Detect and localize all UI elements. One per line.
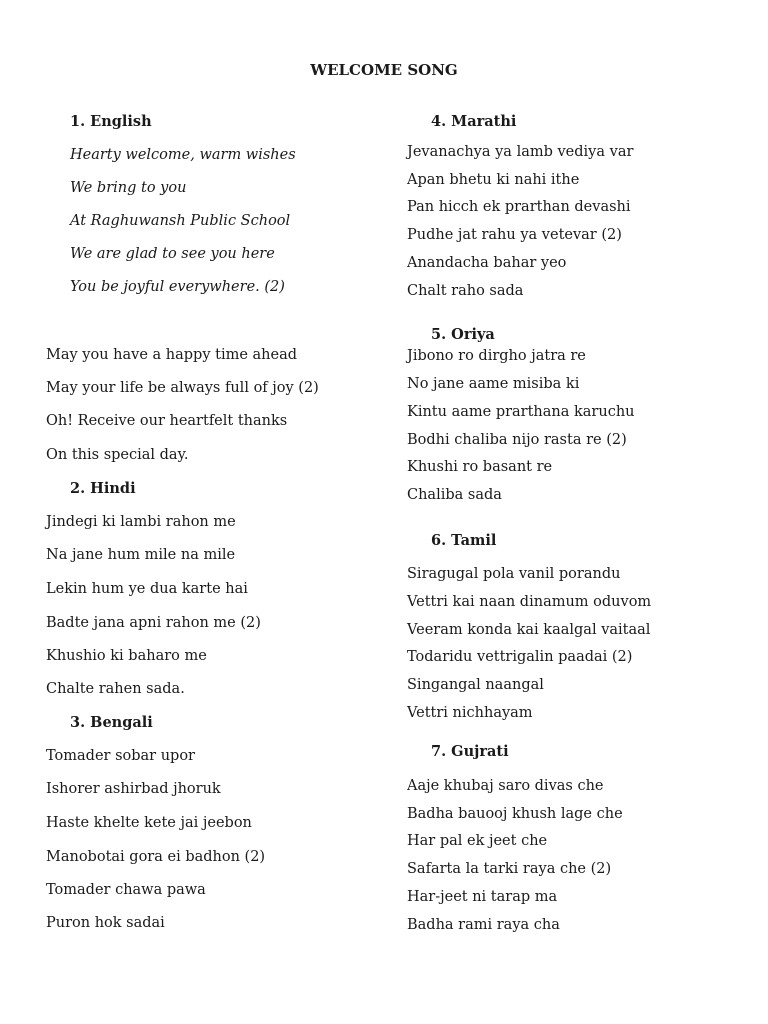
section-heading-tamil: 6. Tamil: [431, 532, 497, 549]
gujrati-line: Badha rami raya cha: [407, 917, 560, 933]
section-heading-bengali: 3. Bengali: [70, 714, 153, 731]
english-line: Hearty welcome, warm wishes: [70, 147, 296, 163]
oriya-line: Khushi ro basant re: [407, 459, 553, 475]
section-heading-marathi: 4. Marathi: [431, 113, 517, 130]
section-heading-gujrati: 7. Gujrati: [431, 743, 509, 760]
oriya-line: Jibono ro dirgho jatra re: [407, 348, 586, 364]
marathi-line: Pudhe jat rahu ya vetevar (2): [407, 227, 622, 243]
page-title: WELCOME SONG: [310, 61, 458, 79]
tamil-line: Vettri nichhayam: [407, 705, 533, 721]
tamil-line: Vettri kai naan dinamum oduvom: [407, 594, 652, 610]
tamil-line: Singangal naangal: [407, 677, 544, 693]
hindi-line: Khushio ki baharo me: [46, 648, 207, 664]
gujrati-line: Har pal ek jeet che: [407, 833, 548, 849]
marathi-line: Anandacha bahar yeo: [407, 255, 567, 271]
bengali-line: Tomader chawa pawa: [46, 882, 206, 898]
marathi-line: Pan hicch ek prarthan devashi: [407, 199, 631, 215]
hindi-line: Badte jana apni rahon me (2): [46, 615, 261, 631]
oriya-line: Chaliba sada: [407, 487, 502, 503]
english-verse-line: On this special day.: [46, 447, 189, 463]
gujrati-line: Har-jeet ni tarap ma: [407, 889, 558, 905]
oriya-line: No jane aame misiba ki: [407, 376, 580, 392]
bengali-line: Manobotai gora ei badhon (2): [46, 849, 266, 865]
english-verse-line: Oh! Receive our heartfelt thanks: [46, 413, 288, 429]
bengali-line: Tomader sobar upor: [46, 748, 195, 764]
gujrati-line: Safarta la tarki raya che (2): [407, 861, 612, 877]
tamil-line: Siragugal pola vanil porandu: [407, 566, 621, 582]
hindi-line: Lekin hum ye dua karte hai: [46, 581, 248, 597]
tamil-line: Veeram konda kai kaalgal vaitaal: [407, 622, 651, 638]
hindi-line: Na jane hum mile na mile: [46, 547, 236, 563]
section-heading-oriya: 5. Oriya: [431, 326, 495, 343]
english-line: At Raghuwansh Public School: [70, 213, 291, 229]
oriya-line: Kintu aame prarthana karuchu: [407, 404, 635, 420]
marathi-line: Jevanachya ya lamb vediya var: [407, 144, 634, 160]
bengali-line: Ishorer ashirbad jhoruk: [46, 781, 221, 797]
english-verse-line: May you have a happy time ahead: [46, 347, 298, 363]
hindi-line: Jindegi ki lambi rahon me: [46, 514, 236, 530]
gujrati-line: Aaje khubaj saro divas che: [407, 778, 604, 794]
english-line: We are glad to see you here: [70, 246, 275, 262]
english-verse-line: May your life be always full of joy (2): [46, 380, 319, 396]
oriya-line: Bodhi chaliba nijo rasta re (2): [407, 432, 627, 448]
english-line: You be joyful everywhere. (2): [70, 279, 285, 295]
english-line: We bring to you: [70, 180, 187, 196]
hindi-line: Chalte rahen sada.: [46, 681, 185, 697]
bengali-line: Puron hok sadai: [46, 915, 165, 931]
marathi-line: Apan bhetu ki nahi ithe: [407, 172, 580, 188]
gujrati-line: Badha bauooj khush lage che: [407, 806, 623, 822]
bengali-line: Haste khelte kete jai jeebon: [46, 815, 252, 831]
tamil-line: Todaridu vettrigalin paadai (2): [407, 649, 633, 665]
section-heading-english: 1. English: [70, 113, 152, 130]
section-heading-hindi: 2. Hindi: [70, 480, 136, 497]
marathi-line: Chalt raho sada: [407, 283, 524, 299]
